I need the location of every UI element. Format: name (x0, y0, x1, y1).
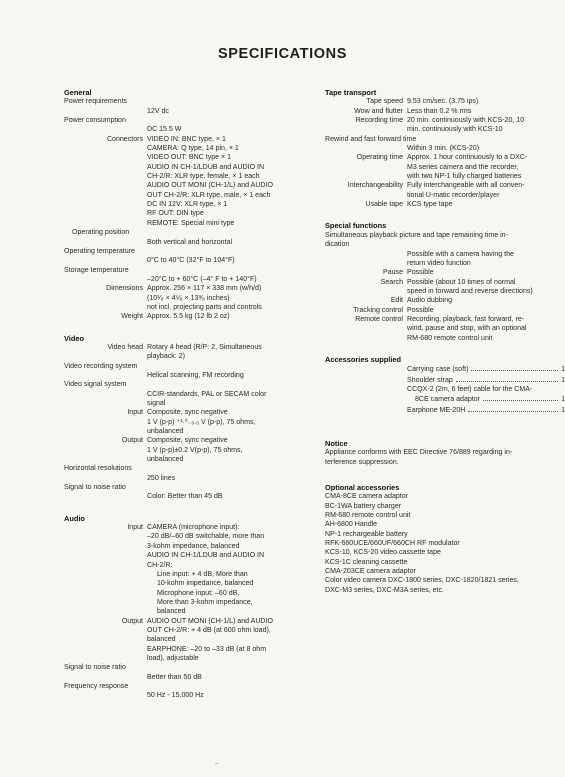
spec-label: Signal to noise ratio (64, 484, 126, 492)
spec-row-operating-time (325, 153, 565, 181)
spec-label: Signal to noise ratio (64, 664, 126, 672)
spec-value (147, 617, 300, 664)
spec-value: Within 3 min. (KCS-20) (407, 145, 480, 153)
spec-row-wow-flutter (325, 107, 565, 116)
spec-line: Recording, playback, fast forward, re- (407, 315, 525, 323)
accessory-qty: 1 (561, 396, 565, 404)
spec-line: balanced (157, 608, 186, 616)
spec-line: AUDIO IN CH-1/LDUB and AUDIO IN (147, 552, 265, 560)
section-heading-video: Video (64, 333, 84, 343)
left-column (64, 86, 300, 701)
spec-line: EARPHONE: –20 to –33 dB (at 8 ohm (147, 645, 267, 653)
spec-line: Approx. 256 × 117 × 338 mm (w/h/d) (147, 285, 262, 293)
spec-line: RM-680 remote control unit (407, 334, 493, 342)
spec-value: 50 Hz - 15,000 Hz (147, 692, 204, 700)
spec-row-search (325, 278, 565, 297)
spec-line: Possible (about 10 times of normal (407, 278, 516, 286)
spec-row-video-head (64, 343, 300, 362)
spec-value: –20°C to + 60°C (–4° F to + 140°F) (147, 275, 257, 283)
list-item: KCS-10, KCS-20 video cassette tape (325, 549, 441, 557)
spec-label: Pause (383, 269, 403, 277)
spec-value: Color: Better than 45 dB (147, 493, 223, 501)
accessory-qty: 1 (561, 406, 565, 414)
section-heading-special-functions: Special functions (325, 221, 387, 231)
dot-leader (456, 375, 558, 382)
spec-value (407, 278, 565, 297)
spec-value: Better than 50 dB (147, 673, 202, 681)
list-item: Color video camera DXC-1800 series, DXC-1820/1821 series, (325, 577, 519, 585)
spec-value (407, 181, 565, 200)
spec-value (407, 315, 565, 343)
list-item: CCQX-2 (2m, 6 feet) cable for the CMA- (407, 385, 533, 393)
spec-value (147, 408, 300, 436)
spec-value: DC 15.5 W (147, 126, 182, 134)
spec-row-remote (325, 315, 565, 343)
right-column (325, 86, 565, 595)
spec-value (147, 284, 300, 312)
spec-line: Approx. 1 hour continuously to a DXC- (407, 154, 528, 162)
section-heading-tape-transport: Tape transport (325, 88, 377, 97)
spec-line: VIDEO IN: BNC type, × 1 (147, 135, 226, 143)
spec-label: Output (121, 617, 143, 625)
spec-row-edit (325, 296, 565, 305)
spec-line: DC IN 12V: XLR type, × 1 (147, 201, 228, 209)
spec-label: Weight (121, 313, 143, 321)
spec-row-tape-speed (325, 97, 565, 106)
spec-value: Audio dubbing (407, 297, 453, 305)
notice-text (325, 448, 565, 467)
spec-label: Operating temperature (64, 247, 135, 255)
list-item: RFK-660UCE/660UF/660CH RF modulator (325, 540, 460, 548)
spec-label: Input (127, 409, 143, 417)
spec-label: Video head (107, 343, 143, 351)
spec-value (407, 153, 565, 181)
spec-label: Usable tape (365, 201, 403, 209)
spec-row-audio-output (64, 617, 300, 664)
spec-label: Frequency response (64, 682, 129, 690)
spec-line: 20 min. continuously with KCS-20, 10 (407, 117, 525, 125)
spec-line: terference suppression. (325, 458, 399, 466)
section-heading-accessories-supplied: Accessories supplied (325, 354, 401, 364)
spec-value: Both vertical and horizontal (147, 238, 233, 246)
spec-line: 3-kohm impedance, balanced (147, 542, 240, 550)
spec-line: CH-2/R: (147, 561, 173, 569)
spec-line: 1 V (p-p)±0.2 V(p-p), 75 ohms, (147, 446, 243, 454)
spec-value: Less than 0.2 % rms (407, 107, 472, 115)
accessory-label: Carrying case (soft) (407, 366, 469, 374)
spec-value (147, 343, 300, 362)
spec-value: KCS type tape (407, 201, 453, 209)
spec-row-interchangeability (325, 181, 565, 200)
spec-line: AUDIO IN CH-1/LDUB and AUDIO IN (147, 163, 265, 171)
spec-value: 0°C to 40°C (32°F to 104°F) (147, 257, 235, 265)
spec-row-dimensions (64, 284, 300, 312)
spec-line: speed in forward and reverse directions) (407, 287, 533, 295)
spec-value: 250 lines (147, 474, 176, 482)
spec-label: Tracking control (353, 306, 403, 314)
section-heading-general: General (64, 88, 92, 97)
list-item: RM-680 remote control unit (325, 512, 411, 520)
dot-leader (471, 364, 558, 371)
section-heading-optional-accessories: Optional accessories (325, 483, 400, 493)
list-item: NP-1 rechargeable battery (325, 530, 408, 538)
list-item: CMA-203CE camera adaptor (325, 568, 416, 576)
list-item: CMA-8CE camera adaptor (325, 493, 409, 501)
list-item (325, 364, 565, 374)
spec-label: Power consumption (64, 117, 126, 125)
spec-row-connectors (64, 135, 300, 228)
spec-line: CCIR-standards, PAL or SECAM color (147, 390, 267, 398)
spec-label: Wow and flutter (354, 107, 403, 115)
spec-line: dication (325, 241, 350, 249)
spec-line: Composite, sync negative (147, 437, 228, 445)
spec-row-audio-input (64, 523, 300, 616)
spec-line: not incl. projecting parts and controls (147, 303, 262, 311)
spec-label: Output (121, 437, 143, 445)
spec-line: Composite, sync negative (147, 409, 228, 417)
accessory-qty: 1 (561, 376, 565, 384)
spec-line: Rotary 4 head (R/P: 2, Simultaneous (147, 343, 262, 351)
page-mark (215, 763, 218, 764)
section-heading-audio: Audio (64, 513, 85, 523)
spec-line: signal (147, 400, 166, 407)
accessory-qty: 1 (561, 366, 565, 374)
spec-line: load), adjustable (147, 654, 199, 662)
spec-value: Possible (407, 269, 434, 277)
spec-label: Recording time (355, 117, 403, 125)
accessory-label: Earphone ME-20H (407, 406, 466, 414)
spec-line: Appliance conforms with EEC Directive 76/889 regarding in- (325, 449, 513, 457)
spec-label: Tape speed (366, 98, 403, 106)
section-heading-notice: Notice (325, 439, 348, 448)
spec-paragraph (325, 231, 565, 250)
spec-line: M3 series camera and the recorder, (407, 163, 519, 171)
spec-line: More than 3-kohm impedance, (157, 598, 253, 606)
spec-label: Storage temperature (64, 266, 129, 274)
spec-line: Fully interchangeable with all conven- (407, 182, 525, 190)
dot-leader (483, 394, 558, 401)
accessory-label: Shoulder strap (407, 376, 453, 384)
spec-line: VIDEO OUT: BNC type × 1 (147, 154, 232, 162)
spec-line: playback: 2) (147, 353, 185, 361)
accessory-label: 8CE camera adaptor (415, 396, 481, 404)
spec-line: tional U-matic recorder/player (407, 191, 500, 199)
spec-value: Approx. 5.5 kg (12 lb 2 oz) (147, 313, 230, 321)
dot-leader (468, 405, 558, 412)
spec-line: AUDIO OUT MONI (CH-1/L) and AUDIO (147, 617, 273, 625)
spec-row-weight (64, 312, 300, 321)
list-item: DXC-M3 series, DXC-M3A series, etc. (325, 586, 445, 594)
spec-sub-block (147, 570, 300, 617)
spec-value: Possible (407, 306, 434, 314)
spec-value (64, 390, 300, 409)
spec-label: Horizontal resolutions (64, 465, 132, 473)
spec-label: Edit (390, 297, 403, 305)
spec-value: 12V dc (147, 107, 169, 115)
spec-line: with two NP-1 fully charged batteries (407, 173, 522, 181)
spec-label: Input (127, 524, 143, 532)
spec-label: Remote control (355, 315, 403, 323)
spec-line: Line input: + 4 dB, More than (157, 570, 248, 578)
spec-row-video-output (64, 436, 300, 464)
spec-label: Interchangeability (347, 182, 403, 190)
spec-label: Dimensions (106, 285, 143, 293)
spec-value (325, 250, 565, 269)
list-item (325, 405, 565, 415)
spec-line: –20 dB/–60 dB switchable, more than (147, 533, 265, 541)
spec-line: AUDIO OUT MONI (CH-1/L) and AUDIO (147, 182, 273, 190)
spec-row-video-input (64, 408, 300, 436)
list-item (325, 394, 565, 404)
spec-line: RF OUT: DIN type (147, 210, 204, 218)
spec-line: Simultaneous playback picture and tape remaining time in- (325, 231, 508, 239)
spec-value (407, 116, 565, 135)
spec-line: min. continuously with KCS-10 (407, 126, 503, 134)
spec-line: REMOTE: Special mini type (147, 219, 235, 227)
spec-value: 9.53 cm/sec. (3.75 ips) (407, 98, 479, 106)
spec-line: 1 V (p-p) ⁺¹·⁰₋₀.₅ V (p-p), 75 ohms, (147, 418, 256, 426)
spec-line: 10-kohm impedance, balanced (157, 580, 254, 588)
spec-label: Connectors (106, 135, 143, 143)
spec-line: CH-2/R: XLR type, female, × 1 each (147, 173, 260, 181)
spec-value: Helical scanning, FM recording (147, 371, 244, 379)
spec-row-tracking (325, 306, 565, 315)
spec-label: Power requirements (64, 98, 128, 106)
spec-line: balanced (147, 636, 176, 644)
list-item: KCS-1C cleaning cassette (325, 558, 408, 566)
spec-label: Operating time (356, 154, 403, 162)
list-item: BC-1WA battery charger (325, 502, 402, 510)
spec-label: Video recording system (64, 362, 138, 370)
spec-label: Operating position (72, 229, 130, 237)
spec-line: wind, pause and stop, with an optional (407, 325, 527, 333)
page-title: SPECIFICATIONS (218, 46, 347, 62)
list-item (325, 375, 565, 385)
spec-line: OUT CH-2/R: XLR type, male, × 1 each (147, 191, 271, 199)
spec-row-recording-time (325, 116, 565, 135)
spec-value (147, 135, 300, 228)
spec-line: unbalanced (147, 456, 184, 464)
spec-line: OUT CH-2/R: + 4 dB (at 600 ohm load), (147, 626, 271, 634)
spec-line: unbalanced (147, 428, 184, 436)
spec-line: CAMERA: Q type, 14 pin, × 1 (147, 145, 239, 153)
spec-label: Video signal system (64, 381, 127, 389)
spec-line: return video function (407, 259, 471, 267)
spec-line: (10¹⁄₈ × 4⁵⁄₈ × 13³⁄₈ inches) (147, 294, 230, 302)
spec-label: Search (380, 278, 403, 286)
spec-label: Rewind and fast forward time (325, 135, 417, 143)
spec-value (147, 436, 300, 464)
spec-line: CAMERA (microphone input): (147, 524, 240, 532)
spec-row-pause (325, 268, 565, 277)
spec-line: Microphone input: –60 dB, (157, 589, 240, 597)
spec-line: Possible with a camera having the (407, 250, 514, 258)
spec-row-usable-tape (325, 200, 565, 209)
list-item: AH-6800 Handle (325, 521, 378, 529)
spec-value (147, 523, 300, 616)
